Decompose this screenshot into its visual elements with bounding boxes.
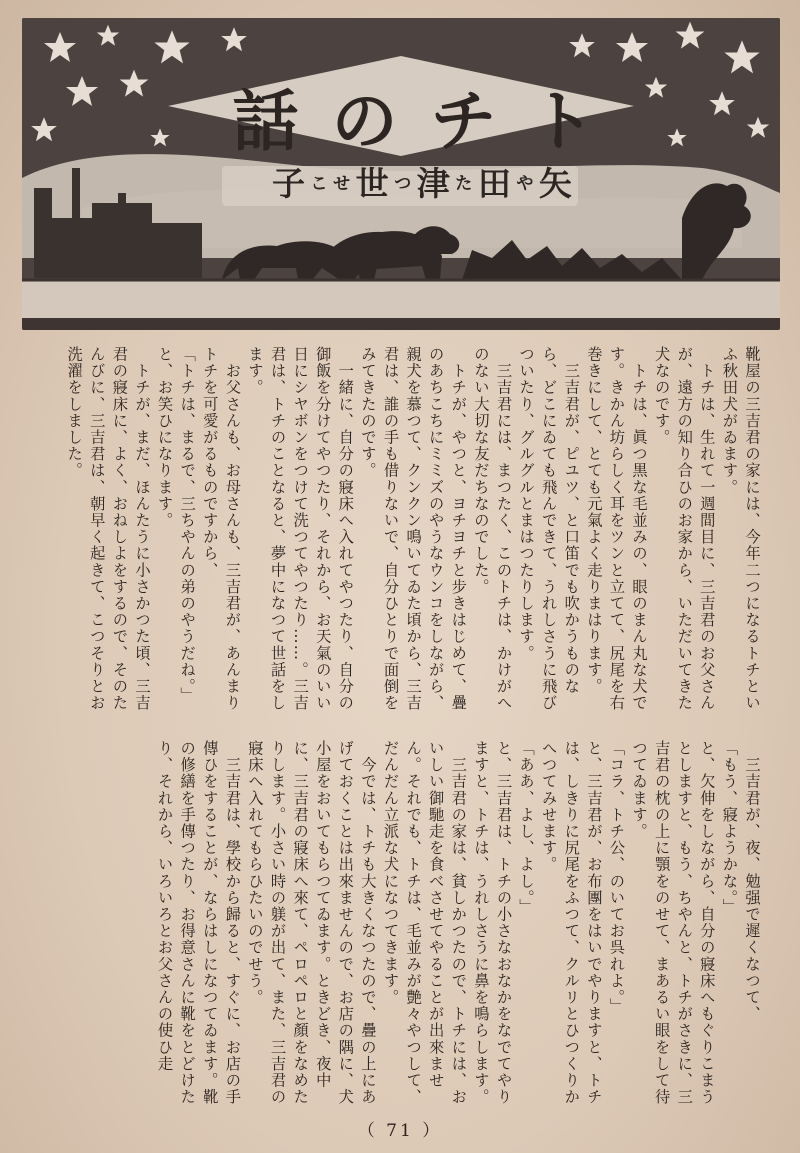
- story-title: [220, 70, 612, 160]
- author-ruby: た: [455, 173, 473, 194]
- title-char: チ: [430, 81, 501, 160]
- author-char: 津: [416, 163, 450, 203]
- author-char: 子: [272, 163, 305, 203]
- author-char: 矢: [538, 163, 572, 203]
- author-ruby: せ: [333, 173, 351, 194]
- page-number: （ 71 ）: [357, 1121, 443, 1141]
- story-text-lower: 三吉君が、夜、勉强で遲くなつて、 「もう、寢ようかな。」 と、欠伸をしながら、自分の寢床へもぐりこまうとしますと、もう、ちやんと、トチがさきに、三吉君の枕の上に顎をのせて、まあるい眼をして待つてゐます。 「コラ、トチ公、のいてお呉れよ。」 と、三吉君が、お布團をはいでやりますと、トチは、しきりに尻尾をふつて、クルリとひつくりかへつてみせます。 「ああ、よし、よし。」 と、三吉君は、トチの小さなおなかをなでてやりますと、トチは、うれしさうに鼻を鳴らします。 三吉君の家は、貧しかつたので、トチには、おいしい御馳走を食べさせてやることが出來ません。それでも、トチは、毛並みが艶々やつして、だんだん立派な犬になつてきます。 今では、トチも大きくなつたので、疊の上にあげておくことは出來ませんので、お店の隅に、犬小屋をおいてもらつてゐます。ときどき、夜中に、三吉君の寢床へ來て、ペロペロと顏をなめたりします。小さい時の躾が出て、また、三吉君の寢床へ入れてもらひたいのでせう。 三吉君は、學校から歸ると、すぐに、お店の手傳ひをすることが、ならはしになつてゐます。靴の修繕を手傳つたり、お得意さんに靴をとどけたり、それから、いろいろとお父さんの使ひ走: [155, 740, 761, 1106]
- title-char: の: [331, 81, 402, 160]
- author-char: 世: [355, 163, 389, 203]
- author-ruby: や: [516, 173, 534, 194]
- author-char: 田: [477, 163, 511, 203]
- title-illustration: [22, 18, 780, 330]
- author-ruby: つ: [394, 173, 412, 194]
- title-char: 話: [232, 81, 303, 160]
- author-ruby: こ: [310, 173, 328, 194]
- title-char: ト: [529, 81, 600, 160]
- section-divider: [40, 725, 760, 726]
- author-name: [272, 158, 572, 204]
- story-text-upper: 靴屋の三吉君の家には、今年二つになるトチといふ秋田犬がゐます。 トチは、生れて一週間目に、三吉君のお父さんが、遠方の知り合ひのお家から、いただいてきた犬なのです。 トチは、眞つ黒な毛並みの、眼のまん丸な犬です。きかん坊らしく耳をツンと立てて、尻尾を右巻きにして、とても元氣よく走りまはります。 三吉君が、ピユツ、と口笛でも吹かうものなら、どこにゐても飛んできて、うれしさうに飛びついたり、グルグルとまはつたりします。 三吉君には、まつたく、このトチは、かけがへのない大切な友だちなのでした。 トチが、やつと、ヨチヨチと步きはじめて、疊のあちこちにミミズのやうなウンコをしながら、親犬を慕つて、クンクン鳴いてゐた頃から、三吉君は、誰の手も借りないで、自分ひとりで面倒をみてきたのです。 一緒に、自分の寢床へ入れてやつたり、自分の御飯を分けてやつたり、それから、お天氣のいい日にシヤボンをつけて洗つてやつたり……。三吉君は、トチのことなると、夢中になつて世話をします。 お父さんも、お母さんも、三吉君が、あんまりトチを可愛がるものですから、 「トチは、まるで、三ちやんの弟のやうだね。」 と、お笑ひになります。 トチが、まだ、ほんたうに小さかつた頃、三吉君の寢床に、よく、おねしよをするので、そのたんびに、三吉君は、朝早く起きて、こつそりとお洗濯をしました。: [65, 346, 761, 712]
